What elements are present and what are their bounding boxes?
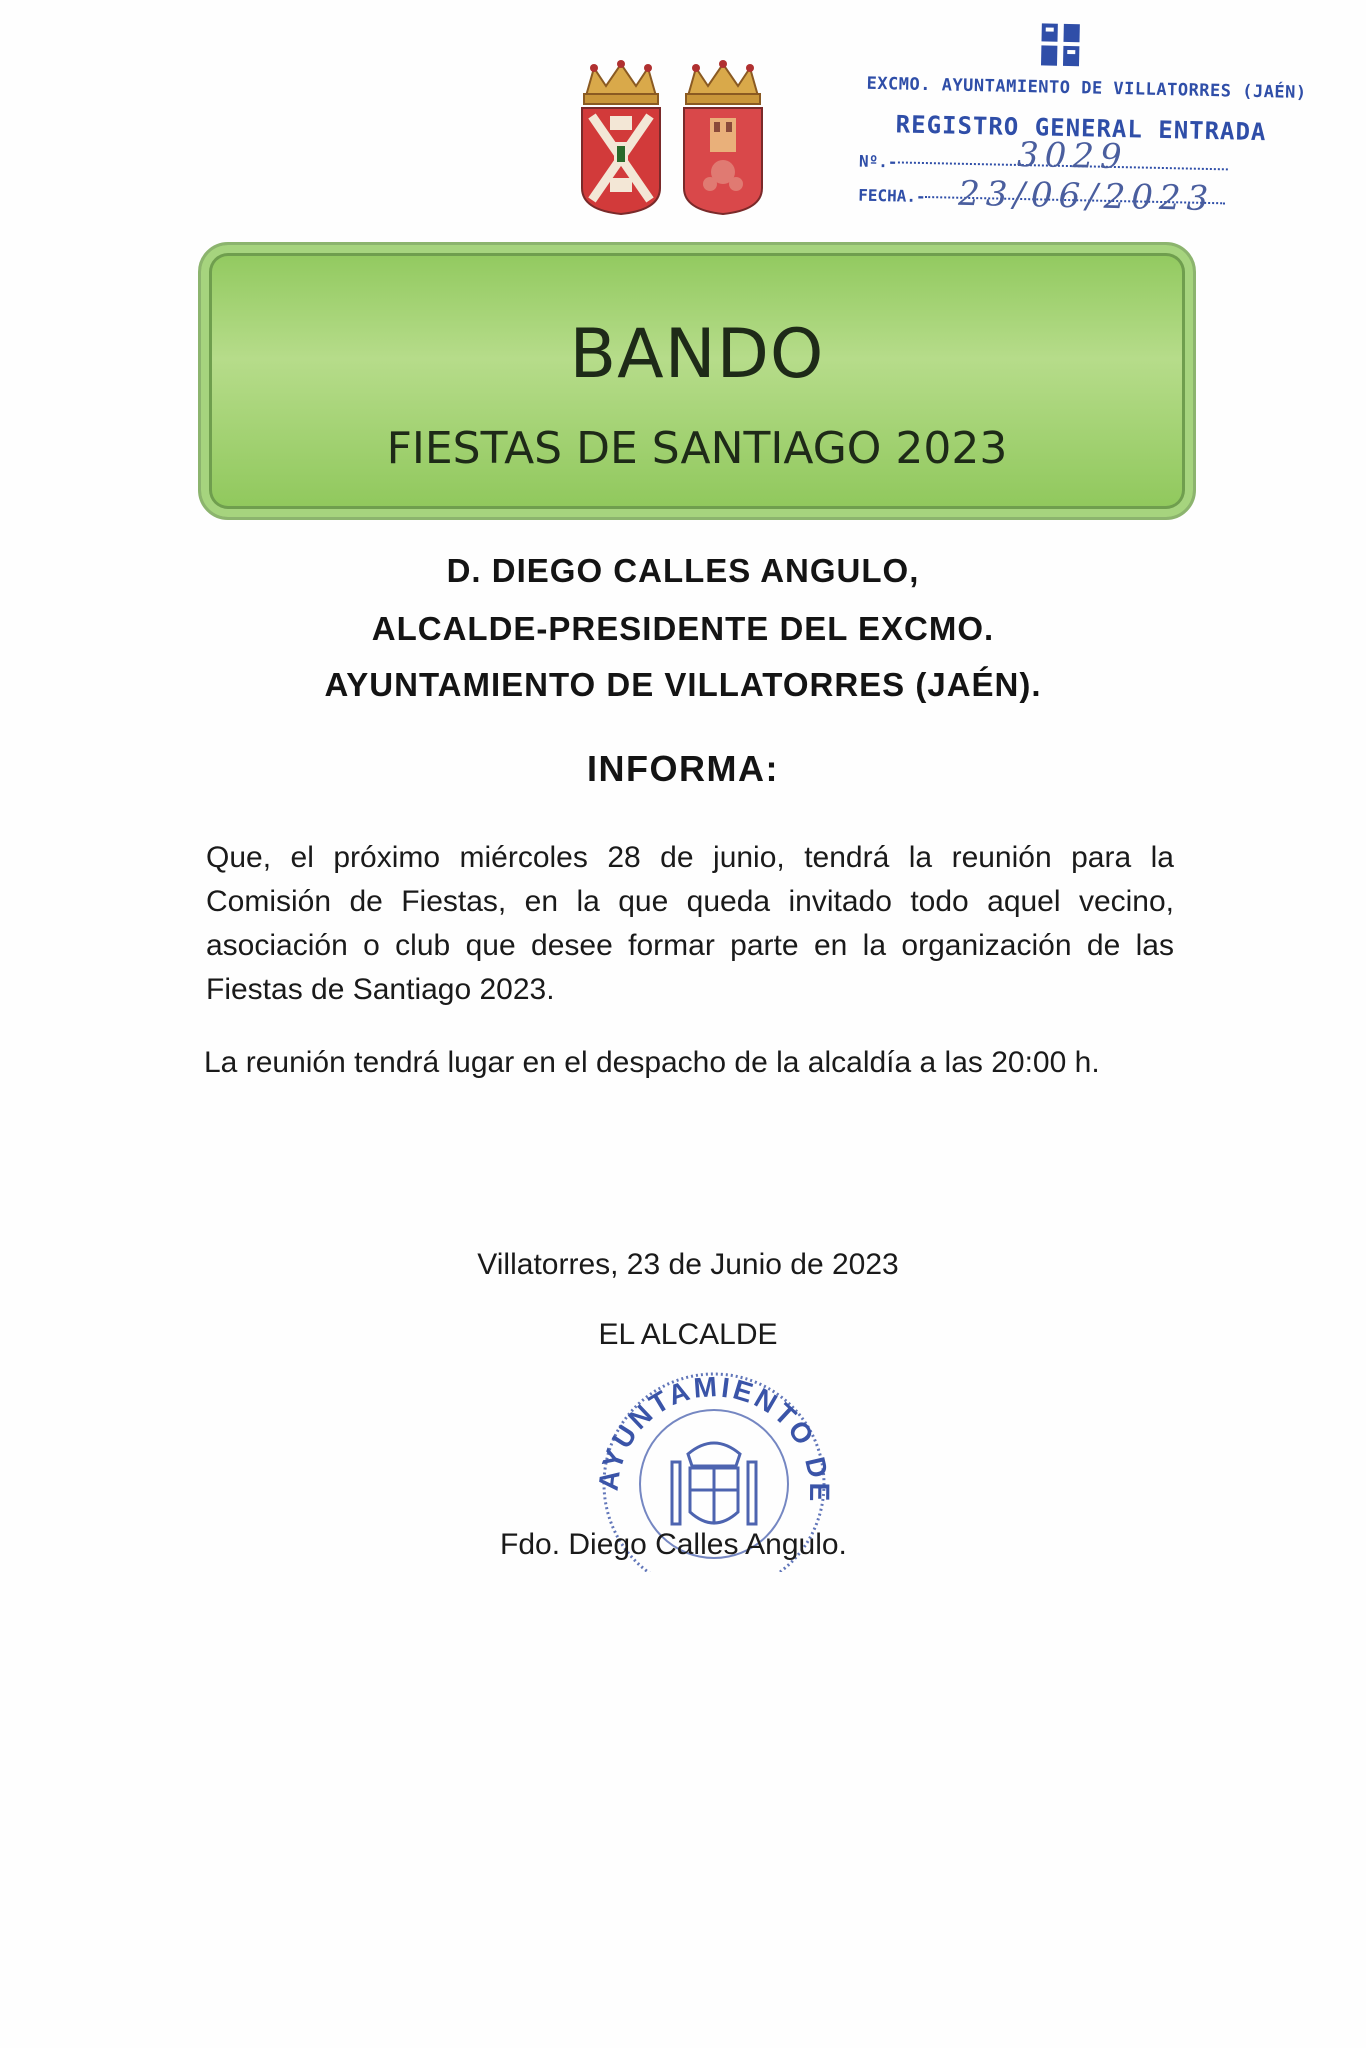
paragraph-line: Comisión de Fiestas, en la que queda invitado todo aquel vecino,	[206, 885, 1174, 918]
registry-stamp	[856, 14, 1307, 220]
coat-of-arms-left-icon	[578, 60, 664, 216]
registry-date-value: 23/06/2023	[957, 173, 1215, 220]
registry-stamp-header: EXCMO. AYUNTAMIENTO DE VILLATORRES (JAÉN)	[866, 73, 1307, 103]
seal-text: AYUNTAMIENTO DE	[592, 1370, 836, 1505]
banner-subtitle: FIESTAS DE SANTIAGO 2023	[386, 423, 1008, 474]
title-banner	[198, 242, 1196, 520]
mayor-title: ALCALDE-PRESIDENTE DEL EXCMO.	[371, 610, 995, 647]
paragraph-line: Que, el próximo miércoles 28 de junio, tendrá la reunión para la	[206, 841, 1174, 874]
banner-title: BANDO	[569, 315, 825, 394]
coat-of-arms-right-icon	[680, 60, 766, 216]
registry-number-label: Nº.-	[858, 151, 898, 172]
signer-role: EL ALCALDE	[598, 1318, 778, 1351]
mayor-name: D. DIEGO CALLES ANGULO,	[446, 552, 920, 589]
registry-stamp-title: REGISTRO GENERAL ENTRADA	[895, 110, 1267, 147]
informa-heading: INFORMA:	[587, 748, 779, 789]
place-and-date: Villatorres, 23 de Junio de 2023	[477, 1248, 899, 1281]
paragraph-line: Fiestas de Santiago 2023.	[206, 973, 555, 1006]
registry-date-label: FECHA.-	[858, 185, 926, 207]
paragraph-line: asociación o club que desee formar parte en la organización de las	[206, 929, 1174, 962]
registry-number-value: 3029	[1016, 134, 1129, 178]
notice-paragraph	[206, 836, 1174, 1012]
registry-emblem-icon	[1037, 17, 1084, 70]
signer-name: Fdo. Diego Calles Angulo.	[500, 1528, 847, 1561]
meeting-details: La reunión tendrá lugar en el despacho de la alcaldía a las 20:00 h.	[204, 1046, 1100, 1079]
municipality: AYUNTAMIENTO DE VILLATORRES (JAÉN).	[324, 666, 1042, 703]
